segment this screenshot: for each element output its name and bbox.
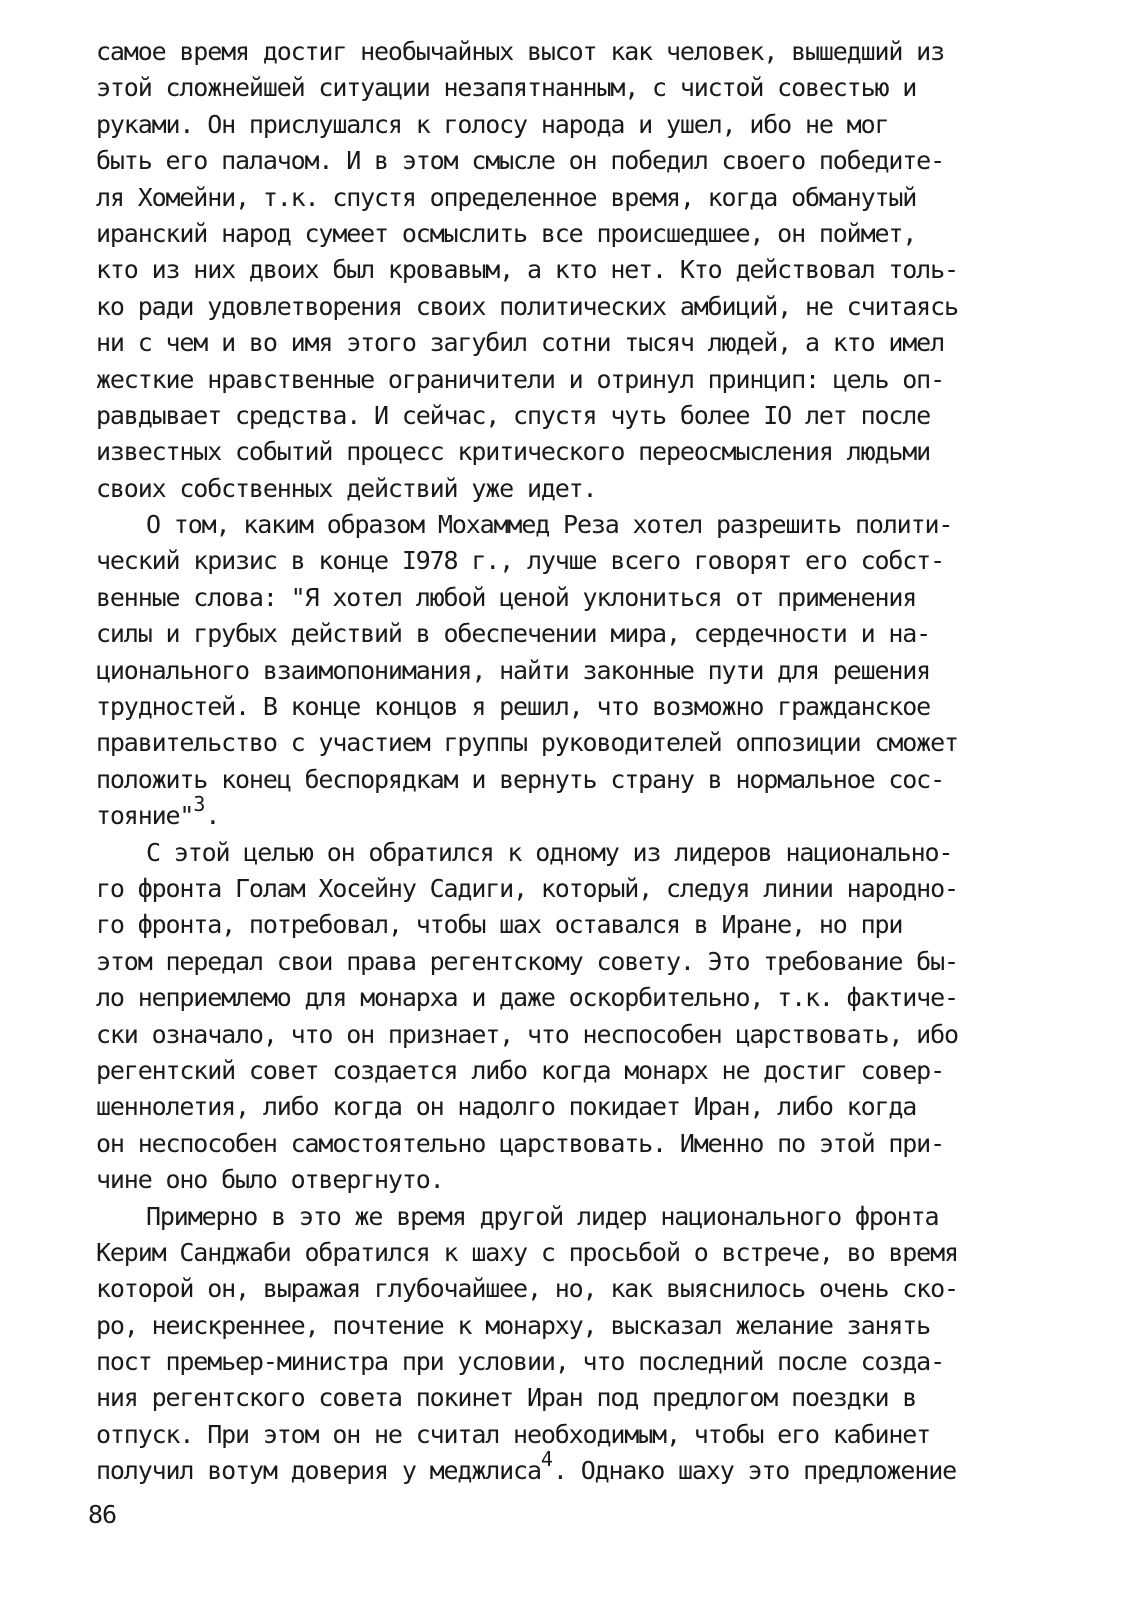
text-line bbox=[96, 616, 1026, 652]
text-line bbox=[96, 980, 1026, 1016]
line-text: равдывает средства. И сейчас, спустя чуть более IO лет после bbox=[96, 400, 931, 430]
text-line bbox=[96, 252, 1026, 288]
line-text: известных событий процесс критического переосмысления людьми bbox=[96, 437, 931, 467]
line-text: самое время достиг необычайных высот как человек, вышедший из bbox=[96, 37, 944, 66]
text-line bbox=[96, 1235, 1026, 1271]
line-text: го фронта Голам Хосейну Садиги, который, следуя линии народно- bbox=[96, 873, 958, 903]
text-line bbox=[96, 1308, 1026, 1344]
line-text: тояние" bbox=[96, 801, 194, 831]
text-line bbox=[96, 216, 1026, 252]
line-text: ционального взаимопонимания, найти законные пути для решения bbox=[96, 655, 931, 685]
text-line bbox=[96, 907, 1026, 943]
line-text: ло неприемлемо для монарха и даже оскорбительно, т.к. фактиче- bbox=[96, 983, 958, 1013]
text-line bbox=[96, 1380, 1026, 1416]
footnote-marker: 4 bbox=[540, 1447, 553, 1472]
line-text: иранский народ сумеет осмыслить все происшедшее, он поймет, bbox=[96, 218, 917, 248]
text-line bbox=[96, 543, 1026, 579]
line-text: Примерно в это же время другой лидер национального фронта bbox=[146, 1201, 939, 1231]
line-text: жесткие нравственные ограничители и отринул принцип: цель оп- bbox=[96, 364, 944, 394]
line-text: этой сложнейшей ситуации незапятнанным, с чистой совестью и bbox=[96, 73, 917, 103]
line-text: регентский совет создается либо когда монарх не достиг совер- bbox=[96, 1055, 944, 1085]
text-line bbox=[96, 34, 1026, 70]
text-line bbox=[96, 70, 1026, 106]
line-text-continuation: . bbox=[205, 801, 220, 831]
body-text bbox=[96, 34, 1026, 1490]
text-line bbox=[96, 1089, 1026, 1125]
line-text: ни с чем и во имя этого загубил сотни тысяч людей, а кто имел bbox=[96, 328, 944, 358]
line-text: трудностей. В конце концов я решил, что возможно гражданское bbox=[96, 692, 931, 722]
line-text: ски означало, что он признает, что неспособен царствовать, ибо bbox=[96, 1019, 958, 1049]
line-text: О том, каким образом Мохаммед Реза хотел разрешить полити- bbox=[146, 510, 953, 540]
line-text: которой он, выражая глубочайшее, но, как выяснилось очень ско- bbox=[96, 1274, 958, 1304]
text-line bbox=[96, 107, 1026, 143]
text-line bbox=[96, 143, 1026, 179]
text-line bbox=[96, 1126, 1026, 1162]
line-text: шеннолетия, либо когда он надолго покидает Иран, либо когда bbox=[96, 1092, 917, 1122]
text-line bbox=[96, 944, 1026, 980]
text-line bbox=[96, 792, 1026, 834]
text-line bbox=[96, 580, 1026, 616]
text-line bbox=[96, 471, 1026, 507]
line-text: этом передал свои права регентскому совету. Это требование бы- bbox=[96, 946, 958, 976]
line-text: он неспособен самостоятельно царствовать. Именно по этой при- bbox=[96, 1128, 944, 1158]
line-text: ля Хомейни, т.к. спустя определенное время, когда обманутый bbox=[96, 182, 917, 212]
text-line bbox=[96, 325, 1026, 361]
text-line bbox=[96, 398, 1026, 434]
line-text: ко ради удовлетворения своих политических амбиций, не считаясь bbox=[96, 291, 958, 321]
text-line bbox=[96, 1053, 1026, 1089]
line-text: чине оно было отвергнуто. bbox=[96, 1165, 444, 1195]
text-line bbox=[96, 289, 1026, 325]
line-text: быть его палачом. И в этом смысле он победил своего победите- bbox=[96, 146, 944, 176]
text-line bbox=[96, 1017, 1026, 1053]
footnote-marker: 3 bbox=[193, 792, 206, 817]
text-line bbox=[96, 1199, 1026, 1235]
text-line bbox=[96, 1417, 1026, 1453]
text-line bbox=[96, 434, 1026, 470]
line-text: силы и грубых действий в обеспечении мира, сердечности и на- bbox=[96, 619, 931, 649]
text-line bbox=[96, 653, 1026, 689]
line-text: правительство с участием группы руководителей оппозиции сможет bbox=[96, 728, 958, 758]
text-line bbox=[96, 835, 1026, 871]
text-line bbox=[96, 871, 1026, 907]
text-line bbox=[96, 362, 1026, 398]
line-text: получил вотум доверия у меджлиса bbox=[96, 1456, 541, 1486]
line-text: С этой целью он обратился к одному из лидеров национально- bbox=[146, 837, 953, 867]
line-text: ро, неискреннее, почтение к монарху, высказал желание занять bbox=[96, 1310, 931, 1340]
text-line bbox=[96, 1447, 1026, 1489]
line-text: отпуск. При этом он не считал необходимым, чтобы его кабинет bbox=[96, 1419, 931, 1449]
line-text: го фронта, потребовал, чтобы шах оставался в Иране, но при bbox=[96, 910, 903, 940]
line-text: ния регентского совета покинет Иран под предлогом поездки в bbox=[96, 1383, 917, 1413]
text-line bbox=[96, 1271, 1026, 1307]
text-line bbox=[96, 180, 1026, 216]
text-line bbox=[96, 507, 1026, 543]
line-text: руками. Он прислушался к голосу народа и ушел, ибо не мог bbox=[96, 109, 889, 139]
text-line bbox=[96, 725, 1026, 761]
line-text: кто из них двоих был кровавым, а кто нет. Кто действовал толь- bbox=[96, 255, 958, 285]
text-line bbox=[96, 689, 1026, 725]
text-line bbox=[96, 762, 1026, 798]
line-text: Керим Санджаби обратился к шаху с просьбой о встрече, во время bbox=[96, 1237, 958, 1267]
line-text: положить конец беспорядкам и вернуть страну в нормальное сос- bbox=[96, 764, 944, 794]
line-text: своих собственных действий уже идет. bbox=[96, 473, 597, 503]
line-text: венные слова: "Я хотел любой ценой уклониться от применения bbox=[96, 582, 917, 612]
line-text: ческий кризис в конце I978 г., лучше всего говорят его собст- bbox=[96, 546, 944, 576]
text-line bbox=[96, 1344, 1026, 1380]
line-text-continuation: . Однако шаху это предложение bbox=[552, 1456, 957, 1486]
page-number: 86 bbox=[88, 1500, 117, 1529]
line-text: пост премьер-министра при условии, что последний после созда- bbox=[96, 1347, 944, 1377]
text-line bbox=[96, 1162, 1026, 1198]
